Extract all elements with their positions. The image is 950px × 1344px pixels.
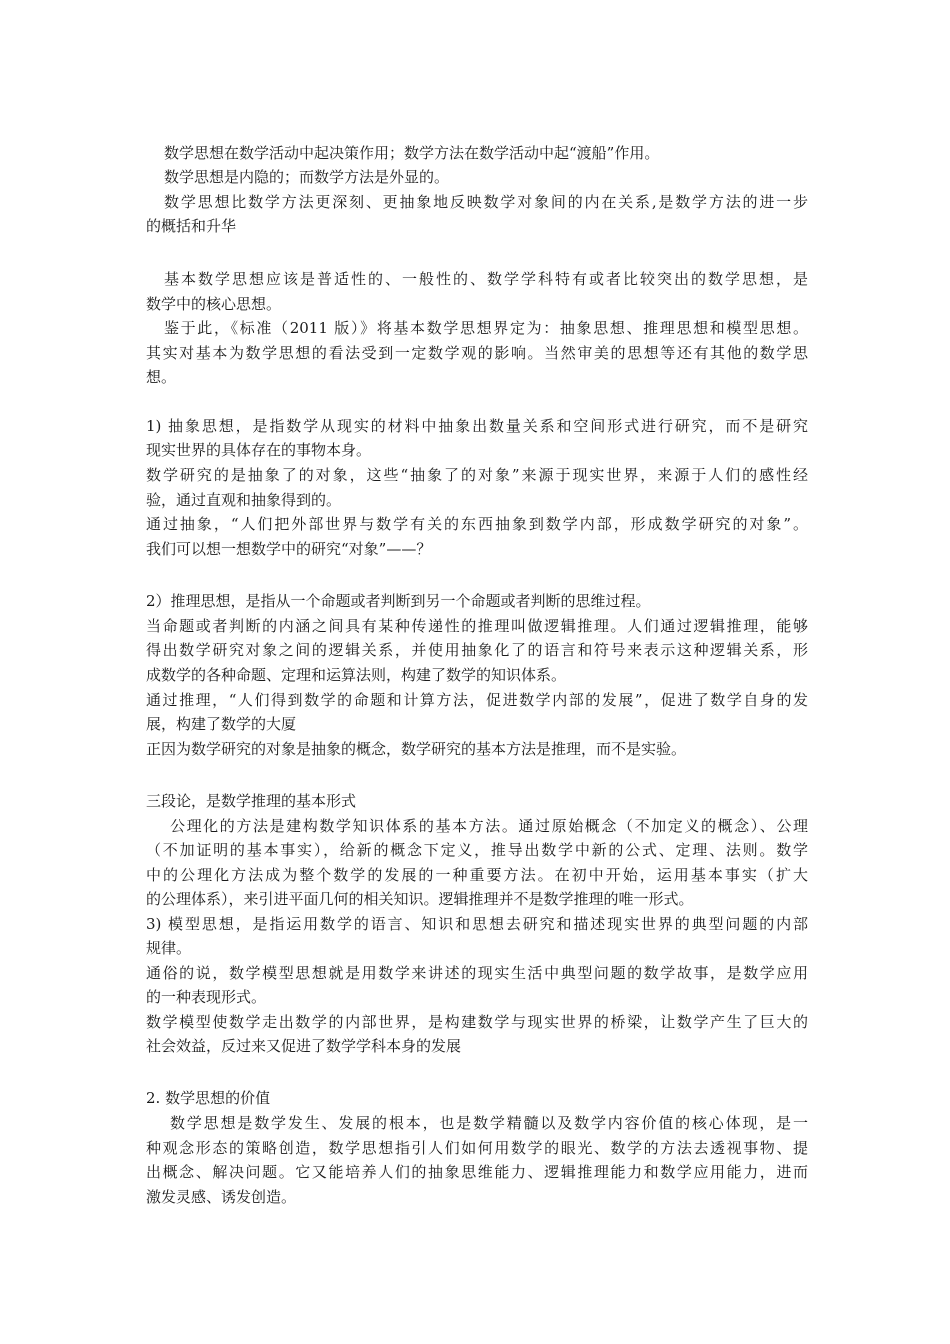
text-line: 中的公理化方法成为整个数学的发展的一种重要方法。在初中开始，运用基本事实（扩大: [146, 866, 808, 884]
text-line: 出概念、解决问题。它又能培养人们的抽象思维能力、逻辑推理能力和数学应用能力，进而: [146, 1163, 808, 1181]
text-line: 规律。: [146, 939, 192, 957]
text-line: 激发灵感、诱发创造。: [146, 1188, 297, 1206]
text-line: 展，构建了数学的大厦: [146, 715, 297, 733]
text-line: 种观念形态的策略创造，数学思想指引人们如何用数学的眼光、数学的方法去透视事物、提: [146, 1139, 808, 1157]
text-line: 通过推理，“人们得到数学的命题和计算方法，促进数学内部的发展”，促进了数学自身的发: [146, 691, 808, 709]
text-line: 数学思想在数学活动中起决策作用；数学方法在数学活动中起“渡船”作用。: [164, 144, 660, 162]
text-line: 的概括和升华: [146, 217, 237, 235]
text-line: 数学中的核心思想。: [146, 295, 282, 313]
text-line: 鉴于此，《标准（2011 版）》将基本数学思想界定为：抽象思想、推理思想和模型思想。: [164, 319, 808, 337]
text-line: 基本数学思想应该是普适性的、一般性的、数学学科特有或者比较突出的数学思想，是: [164, 270, 808, 288]
text-line: 的公理体系），来引进平面几何的相关知识。逻辑推理并不是数学推理的唯一形式。: [146, 890, 694, 908]
text-line: 数学研究的是抽象了的对象，这些“抽象了的对象”来源于现实世界，来源于人们的感性经: [146, 466, 808, 484]
text-line: 数学模型使数学走出数学的内部世界，是构建数学与现实世界的桥梁，让数学产生了巨大的: [146, 1013, 808, 1031]
text-line: 的一种表现形式。: [146, 988, 267, 1006]
text-line: 2）推理思想，是指从一个命题或者判断到另一个命题或者判断的思维过程。: [146, 592, 651, 610]
text-line: 其实对基本为数学思想的看法受到一定数学观的影响。当然审美的思想等还有其他的数学思: [146, 344, 808, 362]
text-line: 3) 模型思想，是指运用数学的语言、知识和思想去研究和描述现实世界的典型问题的内部: [146, 915, 808, 933]
text-line: 成数学的各种命题、定理和运算法则，构建了数学的知识体系。: [146, 666, 567, 684]
text-line: 想。: [146, 368, 177, 386]
text-line: 三段论，是数学推理的基本形式: [146, 792, 357, 810]
text-line: 数学思想比数学方法更深刻、更抽象地反映数学对象间的内在关系,是数学方法的进一步: [164, 193, 808, 211]
text-line: 通过抽象，“人们把外部世界与数学有关的东西抽象到数学内部，形成数学研究的对象”。: [146, 515, 808, 533]
text-line: 正因为数学研究的对象是抽象的概念，数学研究的基本方法是推理，而不是实验。: [146, 740, 687, 758]
text-line: 社会效益，反过来又促进了数学学科本身的发展: [146, 1037, 462, 1055]
text-line: 得出数学研究对象之间的逻辑关系，并使用抽象化了的语言和符号来表示这种逻辑关系，形: [146, 641, 808, 659]
text-line: 我们可以想一想数学中的研究“对象”——？: [146, 540, 432, 558]
text-line: 1) 抽象思想，是指数学从现实的材料中抽象出数量关系和空间形式进行研究，而不是研究: [146, 417, 808, 435]
section-heading: 2. 数学思想的价值: [146, 1089, 271, 1107]
text-line: （不加证明的基本事实），给新的概念下定义，推导出数学中新的公式、定理、法则。数学: [146, 841, 808, 859]
text-line: 当命题或者判断的内涵之间具有某种传递性的推理叫做逻辑推理。人们通过逻辑推理，能够: [146, 617, 808, 635]
text-line: 现实世界的具体存在的事物本身。: [146, 441, 372, 459]
text-line: 数学思想是内隐的；而数学方法是外显的。: [164, 168, 450, 186]
text-line: 数学思想是数学发生、发展的根本，也是数学精髓以及数学内容价值的核心体现，是一: [170, 1114, 808, 1132]
text-line: 公理化的方法是建构数学知识体系的基本方法。通过原始概念（不加定义的概念）、公理: [170, 817, 808, 835]
text-line: 通俗的说，数学模型思想就是用数学来讲述的现实生活中典型问题的数学故事，是数学应用: [146, 964, 808, 982]
text-line: 验，通过直观和抽象得到的。: [146, 491, 342, 509]
